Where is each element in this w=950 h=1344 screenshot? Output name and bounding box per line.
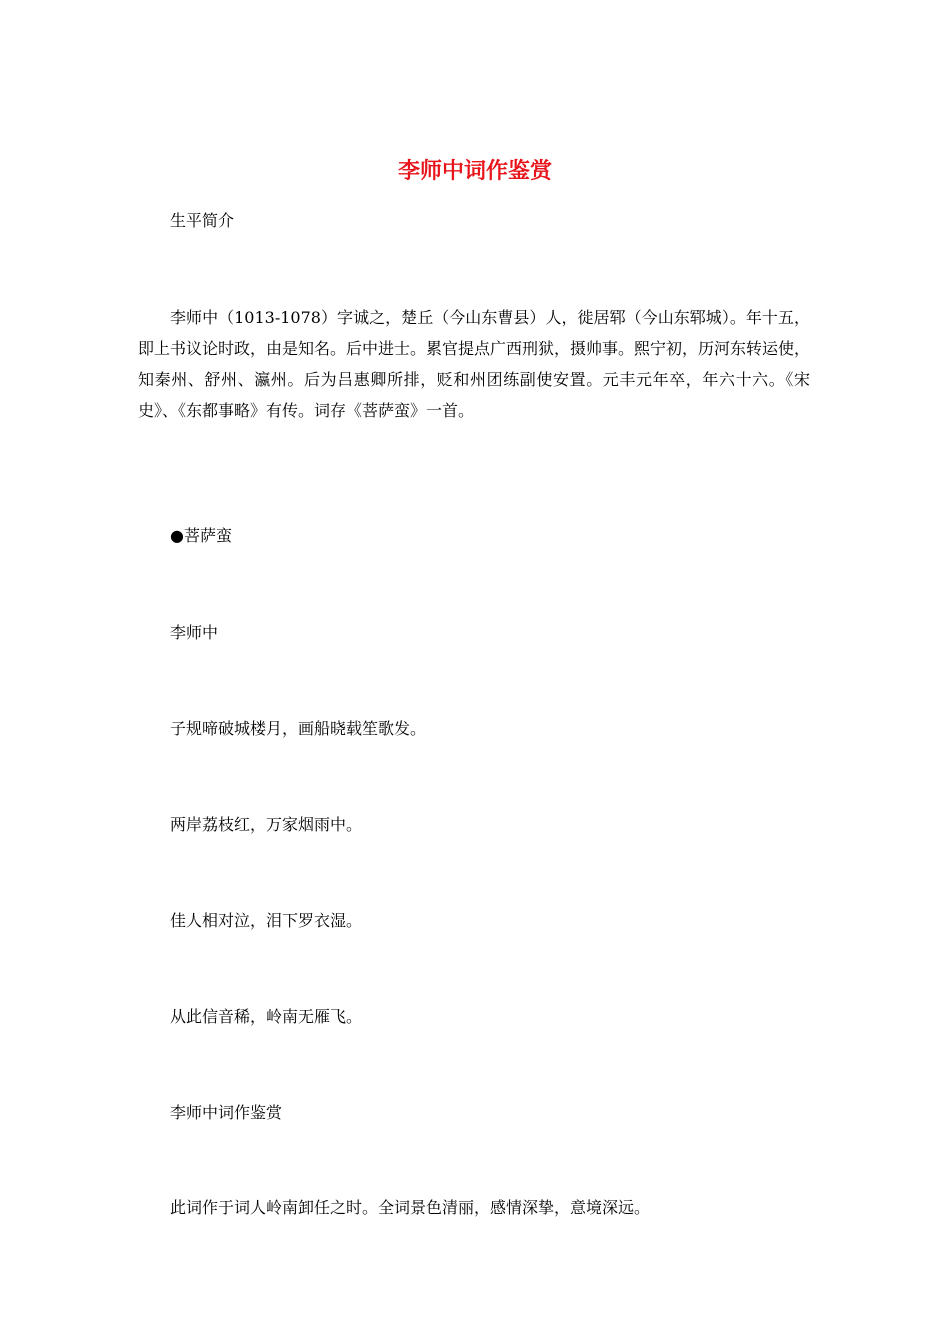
- biography-paragraph: 李师中（1013-1078）字诚之，楚丘（今山东曹县）人，徙居郓（今山东郓城）。年十五，即上书议论时政，由是知名。后中进士。累官提点广西刑狱，摄帅事。熙宁初，历河东转运使，知秦州、舒州、瀛州。后为吕惠卿所排，贬和州团练副使安置。元丰元年卒，年六十六。《宋史》、《东都事略》有传。词存《菩萨蛮》一首。: [138, 308, 811, 420]
- poem-line: 佳人相对泣，泪下罗衣湿。: [170, 911, 363, 930]
- appreciation-heading: 李师中词作鉴赏: [170, 1103, 283, 1122]
- document-title: 李师中词作鉴赏: [397, 159, 552, 184]
- poem-line: 从此信音稀，岭南无雁飞。: [170, 1007, 363, 1026]
- poem-line: 子规啼破城楼月，画船晓载笙歌发。: [170, 719, 427, 738]
- poem-title: ●菩萨蛮: [170, 526, 232, 545]
- poem-author: 李师中: [170, 623, 219, 642]
- poem-line: 两岸荔枝红，万家烟雨中。: [170, 815, 363, 834]
- section-heading-biography: 生平简介: [170, 211, 235, 230]
- appreciation-paragraph: 此词作于词人岭南卸任之时。全词景色清丽，感情深挚，意境深远。: [170, 1198, 651, 1217]
